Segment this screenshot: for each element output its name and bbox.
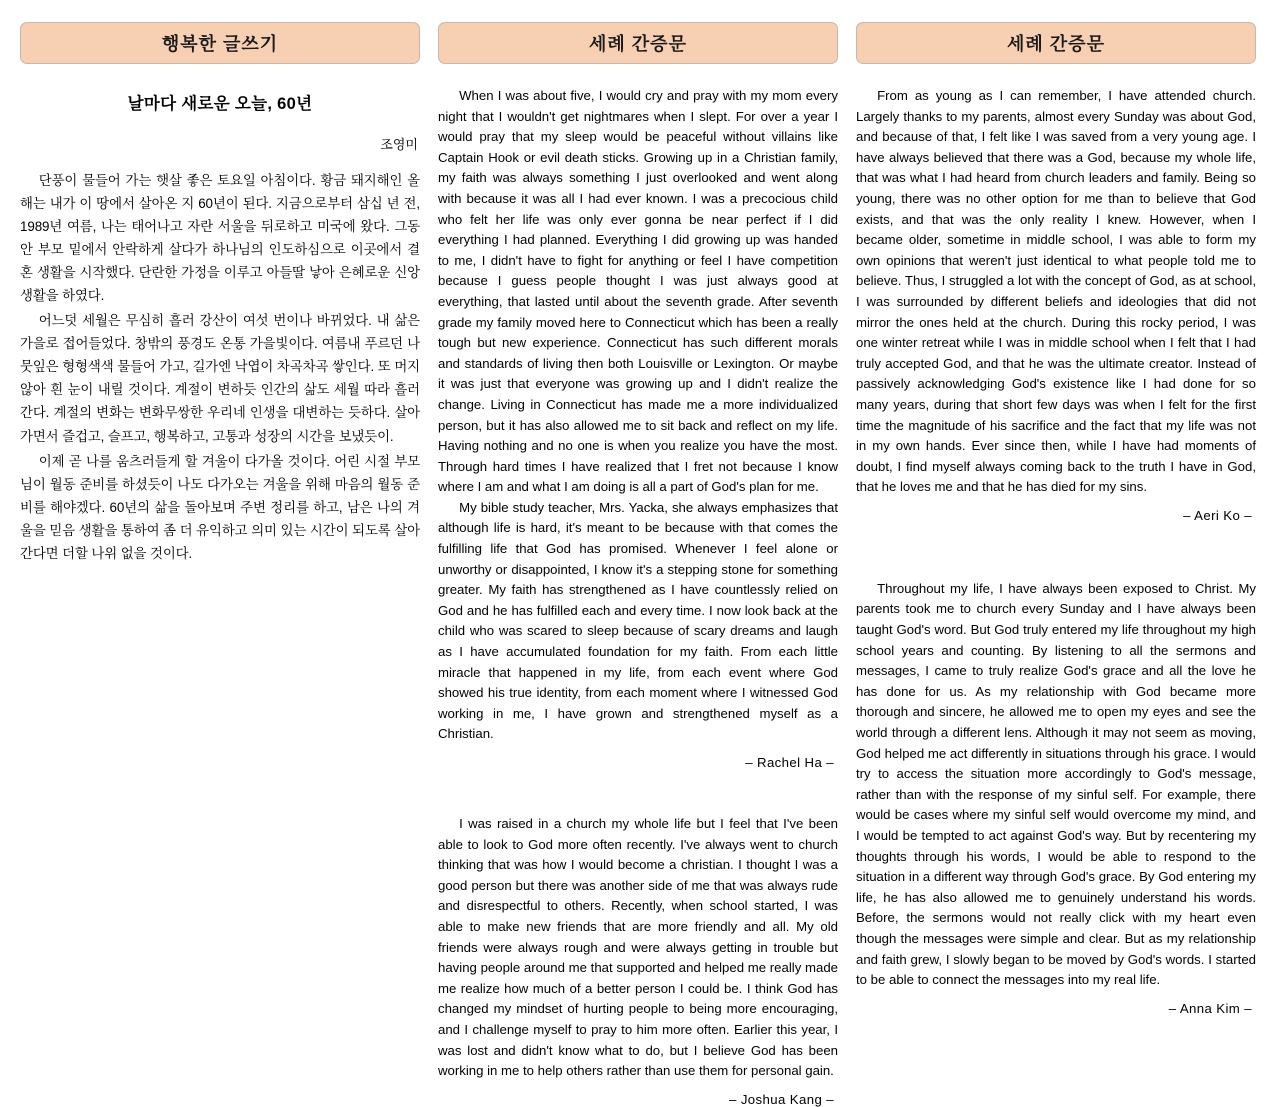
essay-signature: – Rachel Ha – [745, 755, 834, 770]
essay-divider-space [856, 523, 1256, 579]
testimony-essay [438, 814, 838, 1107]
essay-divider-space [438, 770, 838, 814]
paragraph: My bible study teacher, Mrs. Yacka, she always emphasizes that although life is hard, it's meant to be because with that comes the fulfilling life that God has promised. Whenever I feel alone or unworthy or disappointed, I know it's a stepping stone for something greater. My faith has strengthened as I have countlessly relied on God and he has fulfilled each and every time. I now look back at the child who was scared to sleep because of scary dreams and laugh as I have accumulated foundation for my faith. From each little miracle that happened in my life, from each event where God showed his true identity, from each moment where I witnessed God working in me, I have grown and strengthened myself as a Christian. [438, 499, 838, 742]
section-banner-left: 행복한 글쓰기 [20, 22, 420, 64]
paragraph: When I was about five, I would cry and pray with my mom every night that I wouldn't get nightmares when I slept. For over a year I would pray that my sleep would be peaceful without villains like Captain Hook or evil death sticks. Growing up in a Christian family, my faith was always something I just overlooked and went along with because it was all I had ever known. I was a precocious child who felt her life was only ever gonna be near perfect if I did everything I had planned. Everything I did growing up was handed to me, I didn't have to fight for anything or feel I have competition because I guess people thought I was just always good at everything, that lasted until about the seventh grade. After seventh grade my family moved here to Connecticut which has been a really tough but new experience. Connecticut has such different morals and standards of living then both Louisville or Lexington. Or maybe it was just that everyone was growing up and I didn't realize the change. Living in Connecticut has made me a more individualized person, but it has also allowed me to sit back and reflect on my life. Having nothing and no one is when you realize you have the most. Through hard times I have realized that I fret not because I know where I am and what I am doing is all a part of God's plan for me. [438, 88, 838, 495]
essay-body [438, 86, 838, 745]
paragraph: 단풍이 물들어 가는 햇살 좋은 토요일 아침이다. 황금 돼지해인 올해는 내가 이 땅에서 살아온 지 60년이 된다. 지금으로부터 삼십 년 전, 1989년 여름, 나는 태어나고 자란 서울을 뒤로하고 미국에 왔다. 그동안 부모 밑에서 안락하게 살다가 하나님의 인도하심으로 이곳에서 결혼 생활을 시작했다. 단란한 가정을 이루고 아들딸 낳아 은혜로운 신앙생활을 하였다. [20, 173, 420, 304]
article-title: 날마다 새로운 오늘, 60년 [127, 95, 313, 113]
essay-signature: – Anna Kim – [1168, 1000, 1252, 1016]
essay-signature: – Aeri Ko – [1183, 507, 1252, 523]
section-banner-right: 세례 간증문 [856, 22, 1256, 64]
essay-signature: – Joshua Kang – [729, 1091, 834, 1107]
essay-body [438, 814, 838, 1082]
testimony-essay [438, 86, 838, 770]
column-left [20, 22, 420, 567]
paragraph: Throughout my life, I have always been exposed to Christ. My parents took me to church every Sunday and I have always been taught God's word. But God truly entered my life throughout my high school years and counting. By listening to all the sermons and messages, I came to truly realize God's grace and all the love he has done for us. As my relationship with God became more thorough and sincere, he allowed me to open my eyes and see the world through a different lens. Although it may not seem as moving, God helped me act differently in situations through his grace. I would try to access the situation more accordingly to God's message, rather than with the response of my sinful self. For example, there would be cases where my sinful self would overcome my mind, and I would be tempted to act against God's way. But by recentering my thoughts through his words, I would be able to respond to the situation in a different way through God's grace. By God entering my life, he has also allowed me to genuinely understand his words. Before, the sermons would not really click with my heart even though the messages were simple and clear. But as my relationship and faith grew, I slowly began to be moved by God's words. I started to be able to connect the messages into my real life. [856, 580, 1257, 988]
paragraph: I was raised in a church my whole life but I feel that I've been able to look to God more often recently. I've always went to church thinking that was how I would become a christian. I thought I was a good person but there was another side of me that was always rude and disrespectful to others. Recently, when school started, I was able to make new friends that are more friendly and all. My old friends were always rough and were always getting in trouble but having people around me that supported and helped me really made me realize how much of a better person I could be. I think God has changed my mindset of hurting people to being more encouraging, and I challenge myself to pray to him more often. Earlier this year, I was lost and didn't know what to do, but I believe God has been working in me to help others rather than use them for personal gain. [438, 816, 838, 1079]
article-byline: 조영미 [380, 137, 418, 152]
essay-body [856, 86, 1256, 498]
testimony-essay [856, 579, 1256, 1016]
column-middle [438, 22, 838, 1107]
paragraph: From as young as I can remember, I have attended church. Largely thanks to my parents, almost every Sunday was about God, and because of that, I felt like I was saved from a very young age. I have always believed that there was a God, because my whole life, that was what I had heard from church leaders and family. Being so young, there was no other option for me than to believe that God exists, and that was the only reality I knew. However, when I became older, sometime in middle school, I was able to form my own opinions that weren't just identical to what people told me to believe. Thus, I struggled a lot with the concept of God, as at school, I was surrounded by different beliefs and ideologies that did not mirror the ones held at the church. During this rocky period, I was one winter retreat while I was in middle school when I felt that I had truly accepted God, and that he was the ultimate creator. Instead of passively acknowledging God's existence like I had done for so many years, during that short few days was when I felt for the first time the magnitude of his sacrifice and the fact that my life was not in my own hands. Ever since then, while I have had moments of doubt, I find myself always coming back to the truth I have in God, that he loves me and that he has died for my sins. [856, 88, 1256, 495]
essay-body [856, 579, 1256, 991]
column-right [856, 22, 1256, 1016]
testimony-essay [856, 86, 1256, 523]
paragraph: 이제 곧 나를 움츠러들게 할 겨울이 다가올 것이다. 어린 시절 부모님이 월동 준비를 하셨듯이 나도 다가오는 겨울을 위해 마음의 월동 준비를 해야겠다. 60년의 삶을 돌아보며 주변 정리를 하고, 남은 나의 겨울을 믿음 생활을 통하여 좀 더 유익하고 의미 있는 시간이 되도록 살아간다면 더할 나위 없을 것이다. [20, 453, 420, 561]
paragraph: 어느덧 세월은 무심히 흘러 강산이 여섯 번이나 바뀌었다. 내 삶은 가을로 접어들었다. 창밖의 풍경도 온통 가을빛이다. 여름내 푸르던 나뭇잎은 형형색색 물들어 가고, 길가엔 낙엽이 차곡차곡 쌓인다. 또 머지않아 흰 눈이 내릴 것이다. 계절이 변하듯 인간의 삶도 세월 따라 흘러간다. 계절의 변화는 변화무쌍한 우리네 인생을 대변하는 듯하다. 살아가면서 즐겁고, 슬프고, 행복하고, 고통과 성장의 시간을 보냈듯이. [20, 313, 420, 444]
section-banner-middle: 세례 간증문 [438, 22, 838, 64]
article-body-korean [20, 169, 420, 567]
